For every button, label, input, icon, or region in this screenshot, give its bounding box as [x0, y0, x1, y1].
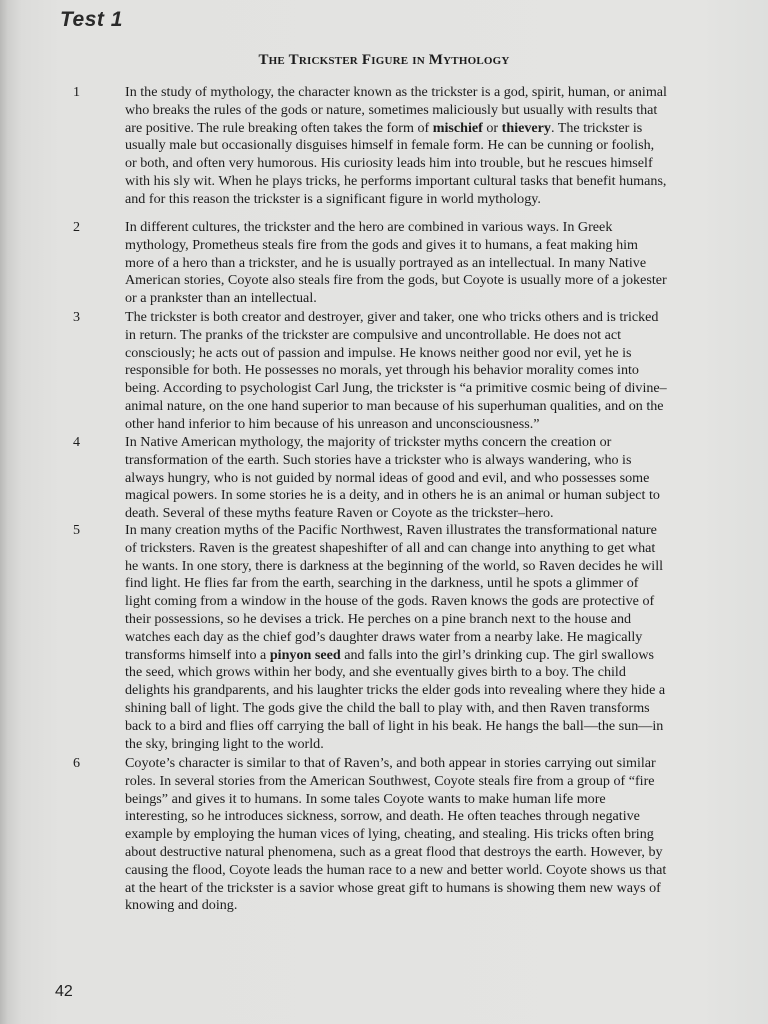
page-number: 42: [55, 983, 73, 1000]
paragraph-number: 4: [73, 434, 81, 450]
paragraph-text: In Native American mythology, the majority of trickster myths concern the creation or transformation of the earth. Such stories have a trickster who is always wandering, who is always hungry, who is not guided by normal ideas of good and evil, and who possesses some magical powers. In some stories he is a deity, and in others he is an animal or human subject to death. Several of these myths feature Raven or Coyote as the trickster–hero.: [125, 434, 660, 522]
paragraph-number: 5: [73, 522, 81, 538]
test-label: Test 1: [60, 8, 123, 31]
bold-term: mischief: [432, 119, 483, 136]
bold-term: pinyon seed: [269, 646, 341, 663]
paragraph-text: and falls into the girl’s drinking cup. The girl swallows the seed, which grows within her body, and she eventually gives birth to a boy. The child delights his grandparents, and his laughter tricks the elder gods into revealing where they hide a shining ball of light. The gods give the child the ball to play with, and then Raven transforms back to a bird and flies off carrying the ball of light in his beak. He hangs the ball—the sun—in the sky, bringing light to the world.: [125, 646, 666, 752]
paragraph-number: 6: [73, 755, 81, 771]
paragraph-3: [103, 309, 667, 434]
paragraph-1: [103, 84, 667, 209]
paragraph-text: In the study of mythology, the character known as the trickster is a god, spirit, human, or animal who breaks the rules of the gods or nature, sometimes maliciously but usually with results that are positive. The rule breaking often takes the form of: [125, 84, 667, 136]
paragraph-6: [103, 755, 667, 915]
paragraph-text: Coyote’s character is similar to that of Raven’s, and both appear in stories carrying out similar roles. In several stories from the American Southwest, Coyote steals fire from a group of “fire beings” and gives it to humans. In some tales Coyote wants to make human life more interesting, so he introduces sickness, sorrow, and death. He often teaches through negative example by employing the human vices of lying, cheating, and stealing. His tricks often bring about destructive natural phenomena, such as a great flood that destroys the earth. However, by causing the flood, Coyote leads the human race to a new and better world. Coyote shows us that at the heart of the trickster is a savior whose great gift to humans is showing them new ways of knowing and doing.: [125, 755, 667, 914]
paragraph-number: 3: [73, 309, 81, 325]
paragraph-text: . The trickster is usually male but occasionally disguises himself in female form. He can be cunning or foolish, or both, and often very humorous. His curiosity leads him into trouble, but he rescues himself with his sly wit. When he plays tricks, he performs important cultural tasks that benefit humans, and for this reason the trickster is a significant figure in world mythology.: [125, 119, 667, 207]
bold-term: thievery: [501, 119, 551, 136]
paragraph-2: [103, 219, 667, 308]
paragraph-text: In different cultures, the trickster and the hero are combined in various ways. In Greek mythology, Prometheus steals fire from the gods and gives it to humans, a feat making him more of a hero than a trickster, and he is usually portrayed as an intellectual. In many Native American stories, Coyote also steals fire from the gods, but Coyote is usually more of a jokester or a prankster than an intellectual.: [125, 219, 667, 307]
paragraph-number: 2: [73, 219, 81, 235]
paragraph-4: [103, 434, 667, 523]
paragraph-text: In many creation myths of the Pacific Northwest, Raven illustrates the transformational nature of tricksters. Raven is the greatest shapeshifter of all and can change into anything to get what he wants. In one story, there is darkness at the beginning of the world, so Raven decides he will find light. He flies far from the earth, searching in the darkness, until he spots a glimmer of light coming from a window in the house of the gods. Raven knows the gods are protective of their possessions, so he devises a trick. He perches on a pine branch next to the house and watches each day as the chief god’s daughter draws water from a nearby lake. He magically transforms himself into a: [125, 522, 664, 663]
paragraph-text: or: [482, 119, 502, 136]
paragraph-5: [103, 522, 667, 753]
paragraph-text: The trickster is both creator and destroyer, giver and taker, one who tricks others and is tricked in return. The pranks of the trickster are compulsive and uncontrollable. He does not act consciously; he acts out of passion and impulse. He knows neither good nor evil, yet he is responsible for both. He possesses no morals, yet through his behavior morality comes into being. According to psychologist Carl Jung, the trickster is “a primitive cosmic being of divine–animal nature, on the one hand superior to man because of his superhuman qualities, and on the other hand inferior to him because of his unreason and unconsciousness.”: [125, 309, 667, 432]
paragraph-number: 1: [73, 84, 81, 100]
article-title: The Trickster Figure in Mythology: [258, 52, 510, 68]
